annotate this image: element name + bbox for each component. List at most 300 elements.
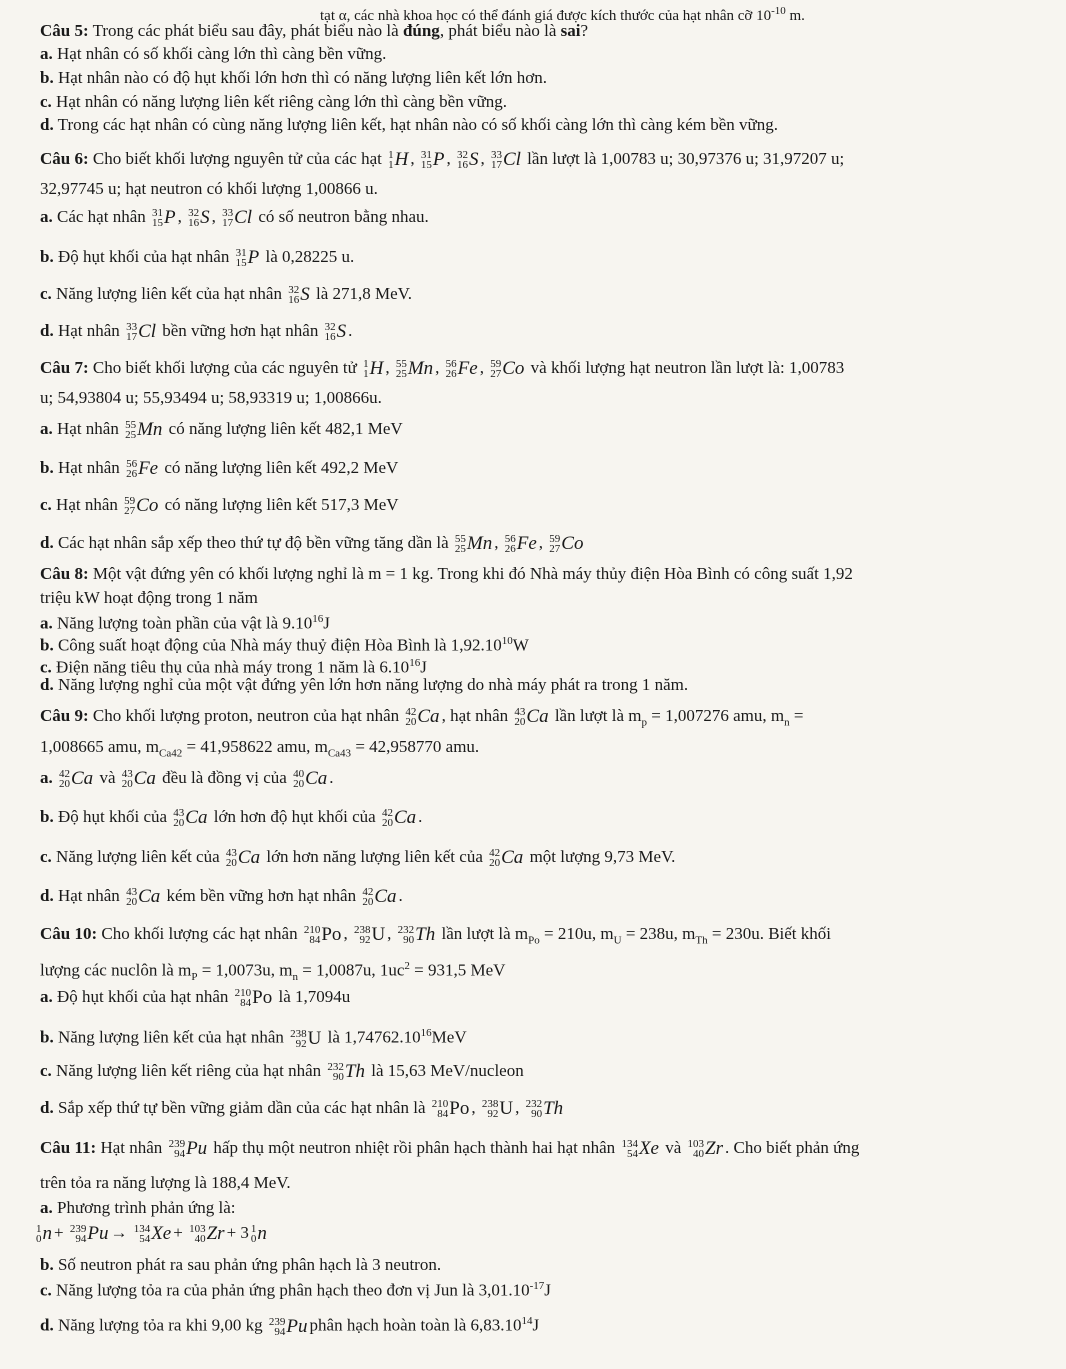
text: Cho biết khối lượng của các nguyên tử — [88, 358, 362, 377]
text-line — [40, 387, 1066, 409]
mass-number: 43 — [514, 706, 526, 719]
nuclide-notation — [382, 806, 416, 829]
atomic-number: 20 — [489, 857, 501, 870]
bold-text: Câu 5: — [40, 21, 89, 40]
element-symbol: Th — [344, 1061, 365, 1083]
nuclide-notation — [363, 357, 383, 380]
element-symbol: P — [247, 247, 260, 269]
element-symbol: Ca — [501, 847, 524, 869]
mass-number: 232 — [397, 924, 415, 937]
text: ? — [580, 21, 589, 40]
nuclide-notation — [236, 246, 260, 269]
text: = 238u, m — [621, 924, 696, 943]
text-line — [40, 283, 1066, 306]
mass-number: 56 — [126, 458, 138, 471]
text: có năng lượng liên kết 492,2 MeV — [160, 458, 399, 477]
text: , — [211, 207, 221, 226]
nuclide-notation — [405, 705, 439, 728]
nuclide-notation — [304, 923, 342, 946]
atomic-number: 90 — [332, 1071, 344, 1084]
nuclide-notation — [688, 1137, 723, 1160]
text: = — [789, 706, 804, 725]
text-line — [40, 20, 1066, 42]
atomic-number: 20 — [173, 817, 185, 830]
text: . — [398, 886, 403, 905]
text: = 210u, m — [539, 924, 614, 943]
element-symbol: Fe — [457, 358, 478, 380]
mass-number: 59 — [490, 358, 502, 371]
text-line — [40, 178, 1066, 200]
mass-number: 59 — [124, 495, 136, 508]
element-symbol: Pu — [286, 1315, 308, 1337]
text: Độ hụt khối của hạt nhân — [53, 247, 234, 266]
text: Hạt nhân — [51, 495, 123, 514]
element-symbol: Ca — [526, 706, 549, 728]
mass-number: 55 — [125, 419, 137, 432]
text: Hạt nhân nào có độ hụt khối lớn hơn thì có năng lượng liên kết lớn hơn. — [53, 68, 547, 87]
element-symbol: n — [42, 1223, 52, 1245]
text: hấp thụ một neutron nhiệt rồi phân hạch thành hai hạt nhân — [209, 1138, 620, 1157]
element-symbol: Th — [543, 1098, 564, 1120]
text: = 1,0073u, m — [197, 960, 293, 980]
atomic-number: 26 — [504, 543, 516, 556]
text: m. — [785, 8, 805, 24]
atomic-number: 16 — [324, 331, 336, 344]
element-symbol: n — [257, 1223, 267, 1245]
bold-text: đúng — [402, 21, 440, 40]
text-line — [40, 1060, 1066, 1083]
text: + 3 — [226, 1223, 249, 1242]
mass-number: 31 — [152, 207, 163, 220]
bold-text: Câu 9: — [40, 706, 89, 725]
element-symbol: U — [371, 924, 386, 946]
text: t — [320, 8, 325, 24]
text: Năng lượng nghỉ của một vật đứng yên lớn hơn năng lượng do nhà máy phát ra trong 1 năm. — [53, 675, 689, 694]
element-symbol: Xe — [151, 1223, 172, 1245]
bold-text: c. — [40, 92, 52, 111]
text-line — [40, 806, 1066, 829]
mass-number: 43 — [126, 886, 138, 899]
text-line — [40, 587, 1066, 609]
text-line — [40, 846, 1066, 869]
atomic-number: 94 — [75, 1233, 87, 1246]
text: , — [494, 533, 503, 552]
subscript: U — [613, 934, 622, 947]
bold-text: b. — [40, 1027, 54, 1047]
bold-text: Câu 6: — [40, 149, 89, 168]
text-line — [40, 1172, 1066, 1194]
element-symbol: Ca — [138, 886, 161, 908]
nuclide-notation — [505, 532, 537, 555]
element-symbol: Zr — [206, 1223, 225, 1245]
text: + — [54, 1223, 68, 1242]
element-symbol: Po — [252, 987, 273, 1009]
bold-text: b. — [40, 458, 54, 477]
bold-text: c. — [40, 1061, 52, 1080]
nuclide-notation — [432, 1097, 470, 1120]
atomic-number: 20 — [225, 857, 237, 870]
element-symbol: Mn — [466, 533, 493, 555]
text: và — [660, 1138, 686, 1157]
text: , — [538, 533, 548, 552]
bold-text: b. — [40, 635, 54, 655]
text: , — [410, 149, 419, 168]
nuclide-notation — [189, 1222, 224, 1245]
atomic-number: 25 — [454, 543, 466, 556]
atomic-number: 94 — [274, 1325, 286, 1338]
text: = 42,958770 amu. — [351, 737, 480, 756]
mass-number: 239 — [268, 1315, 286, 1328]
bold-text: d. — [40, 321, 54, 340]
element-symbol: Ca — [185, 807, 208, 829]
mass-number: 238 — [481, 1098, 499, 1111]
text: 32,97745 u; hạt neutron có khối lượng 1,00866 u. — [40, 179, 378, 198]
text: là 271,8 MeV. — [311, 284, 412, 303]
atomic-number: 15 — [420, 159, 432, 172]
element-symbol: Ca — [417, 706, 440, 728]
text — [53, 768, 57, 787]
mass-number: 32 — [288, 284, 300, 297]
text: Cho khối lượng các hạt nhân — [97, 924, 302, 943]
text: , các nhà khoa học có thể đánh giá được kích thước của hạt nhân cỡ 10 — [346, 8, 772, 24]
bold-text: a. — [40, 768, 53, 787]
nuclide-notation — [126, 320, 156, 343]
element-symbol: Xe — [638, 1138, 659, 1160]
element-symbol: Ca — [393, 807, 417, 829]
atomic-number: 26 — [126, 468, 138, 481]
bold-text: b. — [40, 247, 54, 266]
text-line — [40, 532, 1066, 555]
mass-number: 32 — [324, 321, 336, 334]
nuclide-notation — [70, 1222, 109, 1245]
text: Trong các hạt nhân có cùng năng lượng liên kết, hạt nhân nào có số khối càng lớn thì càng kém bền vững. — [53, 115, 778, 134]
mass-number: 232 — [525, 1098, 543, 1111]
mass-number: 1 — [36, 1223, 42, 1236]
mass-number: 32 — [456, 149, 468, 162]
text-line — [40, 705, 1066, 733]
nuclide-notation — [482, 1097, 513, 1120]
text-line — [40, 1275, 1066, 1302]
element-symbol: Ca — [133, 768, 156, 790]
text: Hạt nhân có số khối càng lớn thì càng bền vững. — [52, 44, 387, 63]
superscript: 16 — [420, 1027, 432, 1039]
bold-text: d. — [40, 1315, 54, 1335]
text: Các hạt nhân — [52, 207, 150, 226]
element-symbol: Cl — [502, 149, 521, 171]
atomic-number: 25 — [125, 429, 137, 442]
text: , — [480, 149, 489, 168]
text-line — [40, 674, 1066, 696]
text: Hạt nhân — [96, 1138, 167, 1157]
text: = 230u. Biết khối — [707, 924, 832, 943]
bold-text: b. — [40, 1255, 54, 1274]
bold-text: d. — [40, 675, 54, 694]
subscript: Ca43 — [327, 747, 352, 760]
subscript: n — [292, 971, 299, 984]
text: là 1,7094u — [274, 987, 351, 1006]
mass-number: 134 — [621, 1138, 638, 1151]
bold-text: Câu 11: — [40, 1138, 97, 1157]
element-symbol: Co — [561, 533, 584, 555]
atomic-number: 17 — [490, 159, 502, 172]
element-symbol: S — [468, 149, 479, 171]
mass-number: 1 — [388, 149, 394, 162]
atomic-number: 54 — [626, 1148, 638, 1161]
atomic-number: 92 — [295, 1037, 307, 1050]
atomic-number: 16 — [288, 294, 300, 307]
text: u; 54,93804 u; 55,93494 u; 58,93319 u; 1,00866u. — [40, 388, 382, 407]
text-line — [40, 494, 1066, 517]
bold-text: c. — [40, 495, 52, 514]
mass-number: 42 — [59, 768, 70, 781]
subscript: P — [191, 971, 198, 984]
text: phân hạch hoàn toàn là 6,83.10 — [309, 1315, 522, 1335]
element-symbol: S — [336, 321, 347, 343]
nuclide-notation — [169, 1137, 208, 1160]
element-symbol: Pu — [186, 1138, 208, 1160]
text: có năng lượng liên kết 482,1 MeV — [164, 419, 403, 438]
mass-number: 43 — [121, 768, 133, 781]
nuclide-notation — [549, 532, 583, 555]
element-symbol: Fe — [138, 458, 159, 480]
mass-number: 232 — [327, 1061, 344, 1074]
text: Phương trình phản ứng là: — [52, 1198, 236, 1217]
text: Một vật đứng yên có khối lượng nghỉ là m = 1 kg. Trong khi đó Nhà máy thủy điện Hòa Bình có công suất 1,92 — [88, 564, 853, 583]
text: Các hạt nhân sắp xếp theo thứ tự độ bền vững tăng dần là — [53, 533, 453, 552]
nuclide-notation — [489, 846, 523, 869]
text: + — [173, 1223, 188, 1242]
mass-number: 33 — [222, 207, 234, 220]
text: Sắp xếp thứ tự bền vững giảm dần của các hạt nhân là — [53, 1098, 430, 1117]
text: . — [329, 768, 334, 787]
nuclide-notation — [134, 1222, 172, 1245]
text-line — [40, 418, 1066, 441]
nuclide-notation — [446, 357, 478, 380]
text: Hạt nhân — [52, 419, 124, 438]
mass-number: 103 — [687, 1138, 705, 1151]
text-line — [40, 91, 1066, 113]
text: và — [95, 768, 120, 787]
text: J — [323, 613, 330, 633]
element-symbol: Fe — [516, 533, 537, 555]
superscript: 14 — [521, 1315, 533, 1327]
bold-text: d. — [40, 1098, 54, 1117]
atomic-number: 84 — [309, 934, 321, 947]
mass-number: 42 — [405, 706, 417, 719]
text: ạt — [324, 8, 339, 24]
mass-number: 56 — [445, 358, 457, 371]
text: . — [348, 321, 353, 340]
text: bền vững hơn hạt nhân — [158, 321, 323, 340]
bold-text: c. — [40, 284, 52, 303]
nuclide-notation — [396, 357, 433, 380]
atomic-number: 1 — [363, 368, 369, 381]
bold-text: b. — [40, 68, 54, 87]
text: , — [435, 358, 444, 377]
text: Năng lượng tỏa ra khi 9,00 kg — [53, 1315, 267, 1335]
nuclide-notation — [491, 148, 521, 171]
text: lớn hơn năng lượng liên kết của — [262, 847, 488, 866]
nuclide-notation — [327, 1060, 365, 1083]
element-symbol: Po — [321, 924, 342, 946]
subscript: Po — [528, 934, 540, 947]
text: Năng lượng liên kết của hạt nhân — [53, 1027, 289, 1047]
nuclide-notation — [290, 1027, 321, 1050]
element-symbol: P — [432, 149, 445, 171]
nuclide-notation — [251, 1222, 267, 1245]
superscript: 16 — [409, 657, 421, 669]
nuclide-notation — [421, 148, 445, 171]
atomic-number: 92 — [487, 1108, 499, 1121]
text: . Cho biết phản ứng — [725, 1138, 860, 1157]
superscript: 16 — [312, 613, 324, 625]
atomic-number: 20 — [59, 778, 70, 791]
text: Công suất hoạt động của Nhà máy thuỷ điện Hòa Bình là 1,92.10 — [53, 635, 502, 655]
element-symbol: Ca — [237, 847, 261, 869]
atomic-number: 20 — [293, 778, 305, 791]
element-symbol: Mn — [137, 419, 163, 441]
text-line — [40, 563, 1066, 585]
mass-number: 40 — [293, 768, 305, 781]
atomic-number: 20 — [405, 716, 417, 729]
text: Độ hụt khối của — [53, 807, 172, 826]
text: Hạt nhân — [53, 886, 125, 905]
text: , — [387, 924, 396, 943]
atomic-number: 20 — [381, 817, 393, 830]
atomic-number: 84 — [437, 1108, 449, 1121]
element-symbol: Cl — [138, 321, 157, 343]
element-symbol: Zr — [705, 1138, 723, 1160]
text: Trong các phát biểu sau đây, phát biểu nào là — [88, 21, 403, 40]
text: = 1,0087u, 1uc — [298, 960, 405, 980]
text: , — [177, 207, 187, 226]
element-symbol: Th — [415, 924, 436, 946]
nuclide-notation — [152, 206, 176, 229]
mass-number: 43 — [173, 807, 185, 820]
atomic-number: 20 — [126, 896, 138, 909]
text: Hạt nhân có năng lượng liên kết riêng càng lớn thì càng bền vững. — [51, 92, 507, 111]
nuclide-notation — [354, 923, 385, 946]
bold-text: d. — [40, 886, 54, 905]
text: có số neutron bằng nhau. — [254, 207, 429, 226]
nuclide-notation — [235, 986, 273, 1009]
text: lần lượt là 1,00783 u; 30,97376 u; 31,97207 u; — [522, 149, 845, 168]
text: = 41,958622 amu, m — [182, 737, 328, 756]
text-line — [40, 885, 1066, 908]
text: = 931,5 MeV — [409, 960, 506, 980]
nuclide-notation — [325, 320, 347, 343]
superscript: -17 — [529, 1280, 545, 1292]
text-line — [40, 736, 1066, 764]
atomic-number: 0 — [250, 1233, 257, 1246]
mass-number: 59 — [549, 533, 561, 546]
text-line — [40, 246, 1066, 269]
nuclide-notation — [455, 532, 492, 555]
text: lớn hơn độ hụt khối của — [209, 807, 380, 826]
mass-number: 239 — [69, 1223, 87, 1236]
nuclide-notation — [269, 1315, 308, 1338]
nuclide-notation — [173, 806, 207, 829]
text: J — [532, 1315, 540, 1335]
atomic-number: 1 — [388, 159, 394, 172]
nuclide-notation — [126, 885, 160, 908]
text-line — [40, 148, 1066, 171]
text: , — [471, 1098, 480, 1117]
bold-text: c. — [40, 1280, 52, 1300]
nuclide-notation — [621, 1137, 659, 1160]
mass-number: 1 — [250, 1223, 257, 1236]
atomic-number: 26 — [445, 368, 457, 381]
mass-number: 43 — [225, 847, 237, 860]
nuclide-notation — [388, 148, 408, 171]
superscript: 10 — [501, 635, 513, 647]
mass-number: 239 — [168, 1138, 186, 1151]
text-line — [40, 1022, 1066, 1050]
atomic-number: 0 — [36, 1233, 42, 1246]
text-line — [40, 320, 1066, 343]
nuclide-notation — [293, 767, 327, 790]
mass-number: 42 — [489, 847, 501, 860]
text: là 15,63 MeV/nucleon — [366, 1061, 524, 1080]
subscript: n — [784, 716, 790, 729]
text-line — [40, 457, 1066, 480]
atomic-number: 27 — [549, 543, 561, 556]
text: Độ hụt khối của hạt nhân — [52, 987, 233, 1006]
atomic-number: 25 — [395, 368, 407, 381]
text-line — [40, 1137, 1066, 1160]
text: lần lượt là m — [437, 924, 529, 943]
text-line — [40, 955, 1066, 988]
bold-text: a. — [40, 613, 53, 633]
mass-number: 1 — [363, 358, 369, 371]
element-symbol: Cl — [234, 207, 253, 229]
element-symbol: Ca — [305, 768, 328, 790]
mass-number: 238 — [290, 1027, 307, 1040]
subscript: Ca42 — [159, 747, 183, 760]
bold-text: a. — [40, 44, 53, 63]
text: MeV — [431, 1027, 467, 1047]
atomic-number: 84 — [240, 997, 252, 1010]
atomic-number: 20 — [514, 716, 526, 729]
bold-text: b. — [40, 807, 54, 826]
atomic-number: 90 — [403, 934, 415, 947]
text: Năng lượng liên kết của — [51, 847, 224, 866]
subscript: Th — [695, 934, 708, 947]
text: Năng lượng liên kết riêng của hạt nhân — [51, 1061, 326, 1080]
text: là 1,74762.10 — [323, 1027, 421, 1047]
element-symbol: U — [499, 1098, 514, 1120]
atomic-number: 27 — [490, 368, 502, 381]
text: có năng lượng liên kết 517,3 MeV — [160, 495, 399, 514]
element-symbol: Ca — [374, 886, 397, 908]
bold-text: Câu 7: — [40, 358, 89, 377]
text-line — [40, 1097, 1066, 1120]
bold-text: a. — [40, 1198, 53, 1217]
mass-number: 31 — [235, 247, 247, 260]
text: Hạt nhân — [53, 458, 125, 477]
text: J — [544, 1280, 551, 1300]
bold-text: c. — [40, 657, 52, 677]
nuclide-notation — [222, 206, 252, 229]
atomic-number: 90 — [531, 1108, 543, 1121]
nuclide-notation — [59, 767, 93, 790]
text: , hạt nhân — [441, 706, 513, 725]
element-symbol: S — [200, 207, 210, 229]
text-line — [40, 67, 1066, 89]
bold-text: sai — [560, 21, 581, 40]
text-line — [40, 1310, 1066, 1338]
element-symbol: Co — [136, 495, 159, 517]
